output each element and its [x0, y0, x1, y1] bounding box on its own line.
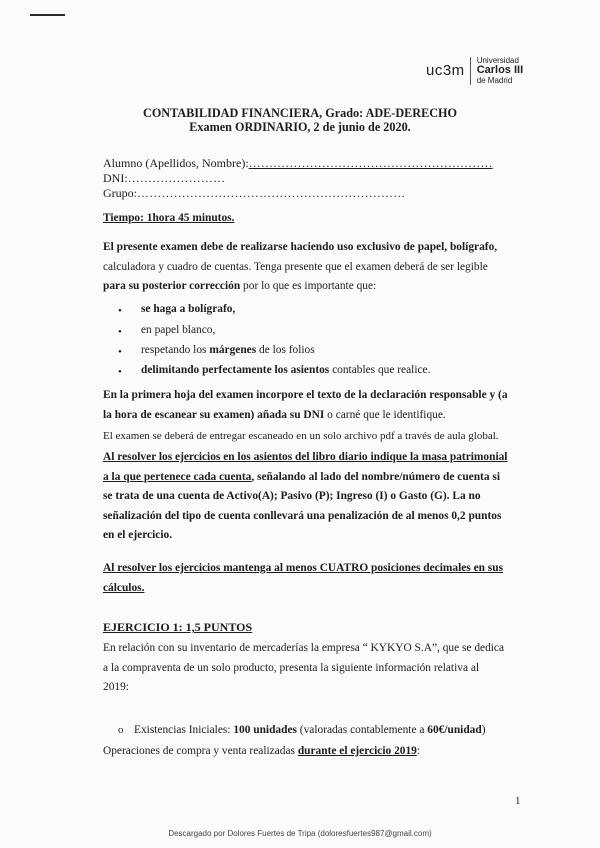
operaciones-line — [103, 745, 420, 757]
item-marker: o — [118, 724, 124, 736]
declaracion-line-2b: o carné que le identifique. — [324, 408, 446, 421]
operaciones-bold: durante el ejercicio 2019 — [297, 745, 417, 757]
operaciones-pre: Operaciones de compra y venta realizadas — [103, 745, 298, 757]
grupo-dots: ………………………………………………………… — [137, 186, 406, 200]
bullet-dot: • — [118, 326, 122, 338]
page-number: 1 — [515, 795, 521, 807]
bullet-1: se haga a bolígrafo, — [141, 303, 236, 315]
decimales-line-1: Al resolver los ejercicios mantenga al menos CUATRO posiciones decimales en sus — [103, 562, 504, 574]
exam-subtitle: Examen ORDINARIO, 2 de junio de 2020. — [189, 120, 411, 134]
intro-line-3b: por lo que es importante que: — [240, 280, 377, 292]
alumno-field — [103, 156, 493, 171]
asientos-paragraph — [103, 448, 531, 546]
bullet-dot: • — [118, 305, 122, 317]
decimales-line-2: cálculos. — [103, 581, 145, 594]
existencias-item — [134, 724, 486, 736]
logo-text — [477, 56, 523, 85]
operaciones-end: : — [416, 745, 421, 757]
bullet-3-pre: respetando los — [141, 344, 210, 356]
existencias-end: ) — [481, 724, 486, 736]
declaracion-line-1: En la primera hoja del examen incorpore el texto de la declaración responsable y (a — [103, 389, 508, 401]
intro-paragraph — [103, 238, 531, 297]
existencias-bold2: 60€/unidad — [427, 724, 482, 736]
exam-title: CONTABILIDAD FINANCIERA, Grado: ADE-DERECHO — [143, 106, 457, 120]
dni-field — [103, 171, 225, 186]
dni-dots: …………………… — [127, 171, 226, 185]
ejercicio-paragraph — [103, 639, 531, 698]
intro-line-2: calculadora y cuadro de cuentas. Tenga presente que el examen deberá de ser legible — [103, 260, 488, 273]
scan-mark — [30, 14, 65, 16]
alumno-dots: …………………………………………………… — [248, 156, 493, 170]
bullet-4-post: contables que realice. — [329, 364, 431, 376]
logo-mark: uc3m — [426, 62, 465, 79]
existencias-post: (valoradas contablemente a — [296, 724, 428, 736]
bullet-3-bold: márgenes — [209, 344, 257, 356]
bullet-2: en papel blanco, — [141, 324, 216, 336]
ejercicio-line-3: 2019: — [103, 681, 129, 693]
ejercicio-title: EJERCICIO 1: 1,5 PUNTOS — [103, 620, 253, 634]
bullet-dot: • — [118, 366, 122, 378]
alumno-label: Alumno (Apellidos, Nombre): — [103, 156, 249, 170]
tiempo-text: Tiempo: 1hora 45 minutos. — [103, 212, 235, 224]
asientos-line-2a: a la que pertenece cada cuenta — [103, 470, 252, 483]
asientos-line-5: en el ejercicio. — [103, 529, 173, 541]
existencias-pre: Existencias Iniciales: — [134, 724, 234, 736]
asientos-line-2b: , señalando al lado del nombre/número de cuenta si — [251, 470, 500, 483]
logo-divider — [470, 57, 471, 85]
logo-line-1: Universidad — [476, 56, 519, 65]
grupo-field — [103, 186, 405, 201]
ejercicio-line-2: a la compraventa de un solo producto, presenta la siguiente información relativa al — [103, 661, 480, 674]
bullet-3-post: de los folios — [256, 344, 315, 356]
bullet-dot: • — [118, 346, 122, 358]
bullet-4-bold: delimitando perfectamente los asientos — [141, 364, 330, 376]
intro-line-3a: para su posterior corrección — [103, 280, 241, 292]
logo-line-3: de Madrid — [476, 76, 513, 85]
asientos-line-4: señalización del tipo de cuenta conllevará una penalización de al menos 0,2 puntos — [103, 509, 502, 522]
declaracion-paragraph — [103, 386, 531, 425]
declaracion-line-2a: la hora de escanear su examen) añada su DNI — [103, 408, 325, 421]
asientos-line-1: Al resolver los ejercicios en los asientos del libro diario indique la masa patrimonial — [103, 451, 508, 463]
decimales-paragraph — [103, 559, 531, 598]
logo-line-2: Carlos III — [476, 64, 524, 76]
bullet-4 — [141, 364, 430, 376]
download-credit: Descargado por Dolores Fuertes de Tripa (doloresfuertes987@gmail.com) — [168, 829, 432, 838]
grupo-label: Grupo: — [103, 186, 137, 200]
asientos-line-3: se trata de una cuenta de Activo(A); Pasivo (P); Ingreso (I) o Gasto (G). La no — [103, 490, 481, 502]
escaneo-line: El examen se deberá de entregar escaneado en un solo archivo pdf a través de aula global. — [103, 430, 499, 442]
intro-line-1: El presente examen debe de realizarse haciendo uso exclusivo de papel, bolígrafo, — [103, 241, 498, 253]
university-logo — [426, 56, 523, 85]
existencias-bold: 100 unidades — [233, 724, 297, 736]
escaneo-paragraph — [103, 427, 531, 447]
bullet-3 — [141, 344, 315, 356]
dni-label: DNI: — [103, 171, 128, 185]
ejercicio-line-1: En relación con su inventario de mercaderías la empresa “ KYKYO S.A”, que se dedica — [103, 642, 505, 654]
